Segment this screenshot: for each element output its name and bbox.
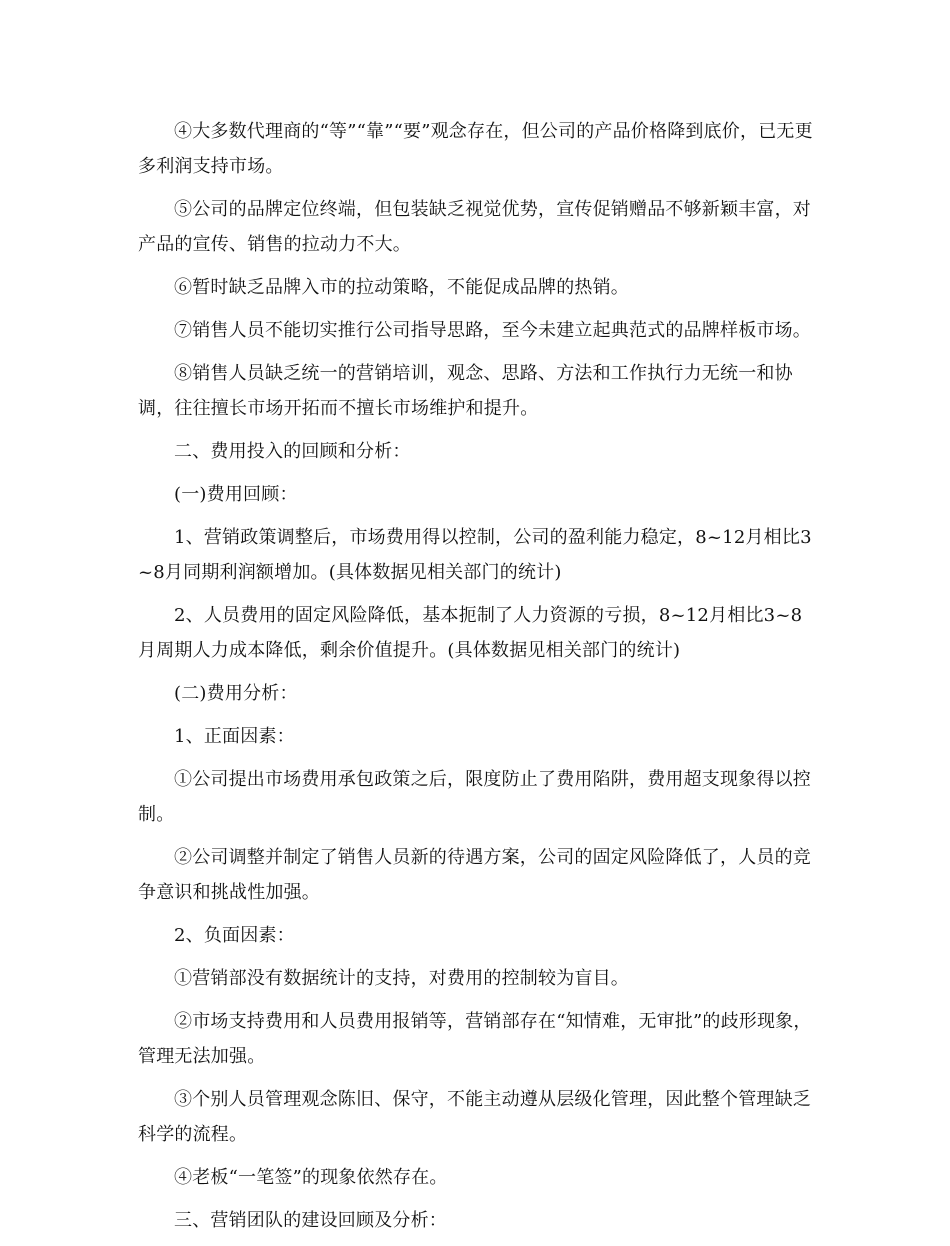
subsection-heading-2: (二)费用分析： — [174, 683, 298, 704]
paragraph-15: ①营销部没有数据统计的支持，对费用的控制较为盲目。 — [174, 968, 629, 989]
paragraph-9: 2、人员费用的固定风险降低，基本扼制了人力资源的亏损，8~12月相比3~8月周期人力成本降低，剩余价值提升。(具体数据见相关部门的统计) — [138, 605, 803, 661]
paragraph-4: ⑦销售人员不能切实推行公司指导思路，至今未建立起典范式的品牌样板市场。 — [174, 320, 811, 341]
paragraph-12: ①公司提出市场费用承包政策之后，限度防止了费用陷阱，费用超支现象得以控制。 — [138, 769, 811, 825]
section-heading-2: 二、费用投入的回顾和分析： — [174, 441, 411, 462]
paragraph-8: 1、营销政策调整后，市场费用得以控制，公司的盈利能力稳定，8~12月相比3~8月同期利润额增加。(具体数据见相关部门的统计) — [138, 527, 812, 583]
paragraph-3: ⑥暂时缺乏品牌入市的拉动策略，不能促成品牌的热销。 — [174, 277, 629, 298]
negative-factors-heading: 2、负面因素： — [174, 925, 295, 946]
paragraph-1: ④大多数代理商的“等”“靠”“要”观念存在，但公司的产品价格降到底价，已无更多利润支持市场。 — [138, 121, 813, 177]
paragraph-13: ②公司调整并制定了销售人员新的待遇方案，公司的固定风险降低了，人员的竞争意识和挑战性加强。 — [138, 847, 811, 903]
paragraph-18: ④老板“一笔签”的现象依然存在。 — [174, 1167, 448, 1188]
positive-factors-heading: 1、正面因素： — [174, 726, 295, 747]
subsection-heading-1: (一)费用回顾： — [174, 484, 298, 505]
paragraph-2: ⑤公司的品牌定位终端，但包装缺乏视觉优势，宣传促销赠品不够新颖丰富，对产品的宣传、销售的拉动力不大。 — [138, 199, 811, 255]
document-body — [138, 114, 818, 1246]
section-heading-3: 三、营销团队的建设回顾及分析： — [174, 1210, 447, 1231]
paragraph-16: ②市场支持费用和人员费用报销等，营销部存在“知情难，无审批”的歧形现象，管理无法加强。 — [138, 1011, 812, 1067]
paragraph-17: ③个别人员管理观念陈旧、保守，不能主动遵从层级化管理，因此整个管理缺乏科学的流程。 — [138, 1089, 811, 1145]
paragraph-5: ⑧销售人员缺乏统一的营销培训，观念、思路、方法和工作执行力无统一和协调，往往擅长市场开拓而不擅长市场维护和提升。 — [138, 363, 793, 419]
